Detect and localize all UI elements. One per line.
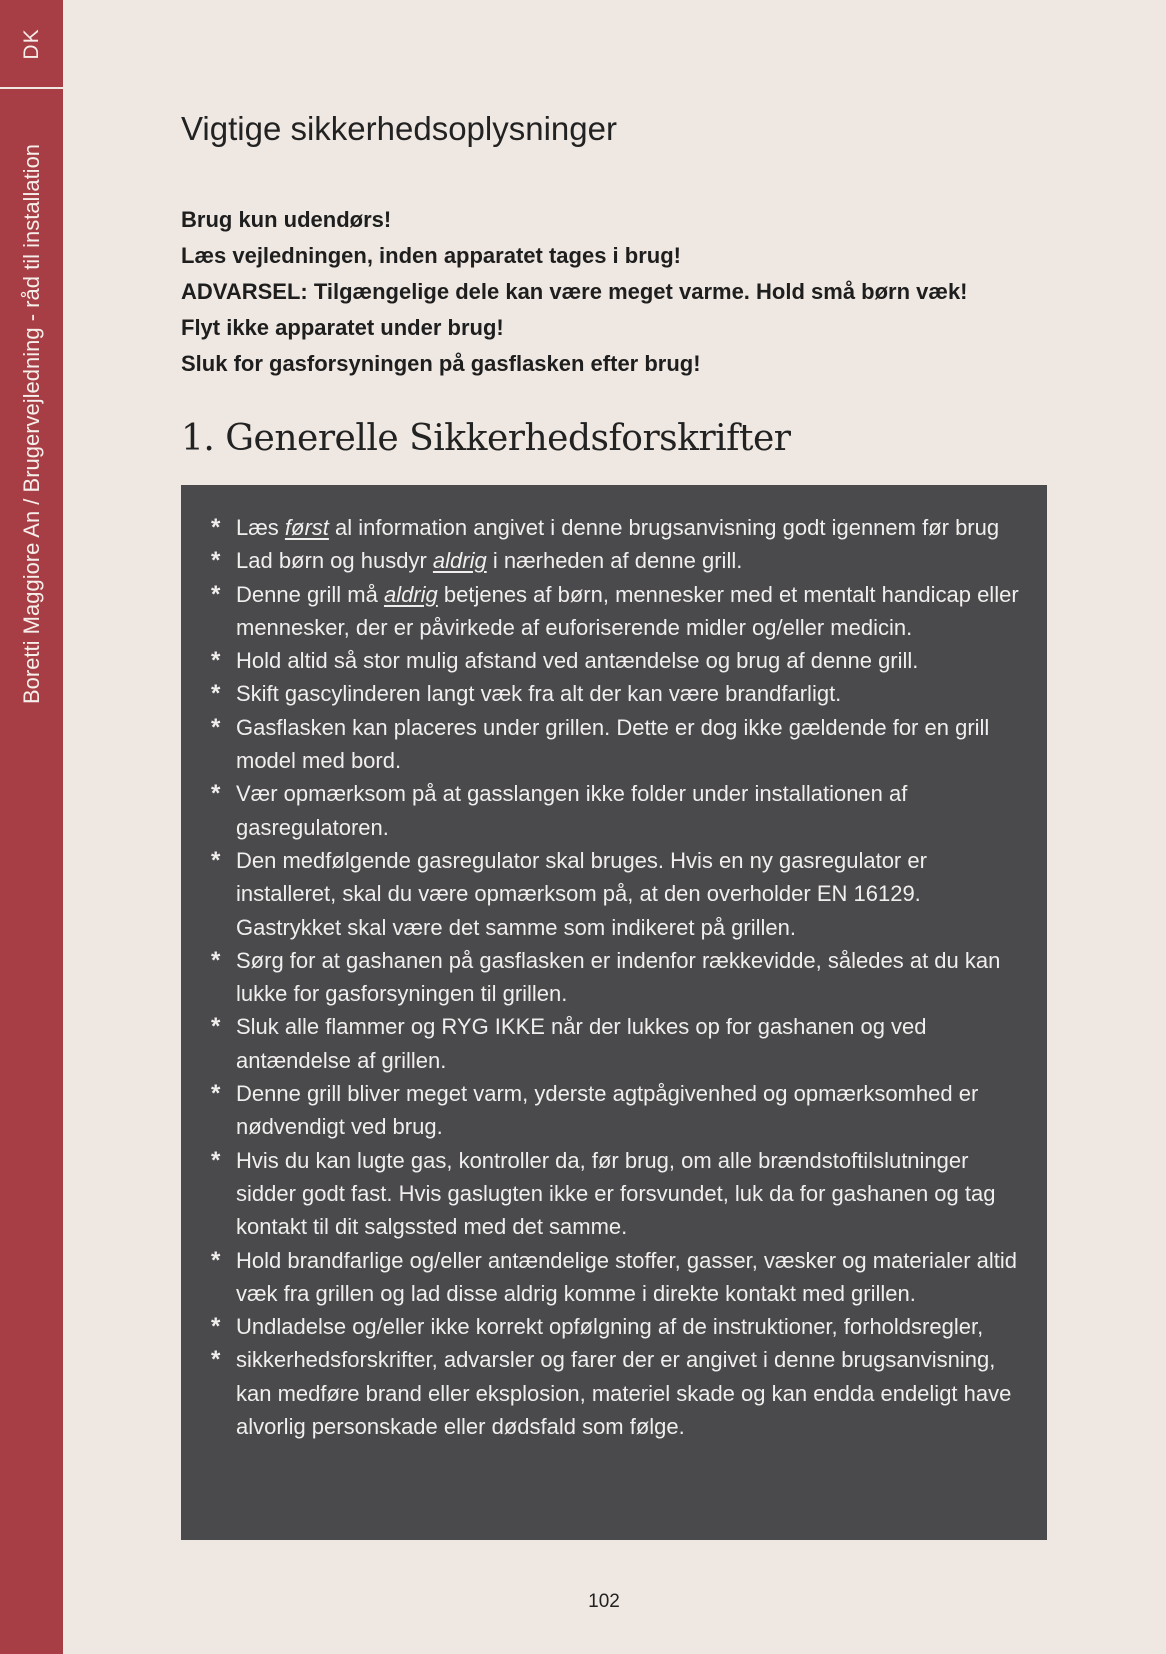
rule-text-before: Skift gascylinderen langt væk fra alt der kan være brandfarligt. [236, 681, 842, 707]
rule-text-before: Denne grill må [236, 581, 384, 607]
rule-text-before: Hvis du kan lugte gas, kontroller da, før brug, om alle brændstoftilslutninger sidder godt fast. Hvis gaslugten ikke er forsvundet, luk da for gashanen og tag kontakt til dit salgssted med det samme. [236, 1147, 996, 1240]
asterisk-bullet-icon: * [211, 1013, 221, 1041]
rule-text-before: Hold brandfarlige og/eller antændelige stoffer, gasser, væsker og materialer altid væk fra grillen og lad disse aldrig komme i direkte kontakt med grillen. [236, 1247, 1018, 1306]
rule-text-before: Lad børn og husdyr [236, 548, 433, 574]
rule-text-before: Sluk alle flammer og RYG IKKE når der lukkes op for gashanen og ved antændelse af grillen. [236, 1014, 927, 1073]
asterisk-bullet-icon: * [211, 647, 221, 675]
asterisk-bullet-icon: * [211, 1313, 221, 1341]
page-number: 102 [588, 1591, 620, 1612]
rule-text-after: i nærheden af denne grill. [486, 548, 743, 574]
safety-rule-text [236, 1014, 927, 1072]
page-title: Vigtige sikkerhedsoplysninger [181, 110, 617, 147]
safety-rule-item [211, 677, 1023, 710]
safety-rule-item [211, 1077, 1023, 1144]
safety-rule-item [211, 1244, 1023, 1311]
asterisk-bullet-icon: * [211, 580, 221, 608]
language-tab [0, 0, 63, 89]
rule-text-after: al information angivet i denne brugsanvisning godt igennem før brug [328, 515, 1000, 540]
rule-text-before: Denne grill bliver meget varm, yderste agtpågivenhed og opmærksomhed er nødvendigt ved brug. [236, 1081, 979, 1140]
asterisk-bullet-icon: * [211, 680, 221, 708]
warning-line: Sluk for gasforsyningen på gasflasken efter brug! [181, 351, 701, 376]
rule-text-after: betjenes af børn, mennesker med et mentalt handicap eller mennesker, der er påvirkede af euforiserende midler og/eller medicin. [236, 581, 1019, 640]
asterisk-bullet-icon: * [211, 713, 221, 741]
safety-rule-text [236, 1248, 1017, 1306]
safety-rule-text [236, 582, 1019, 640]
safety-rule-item [211, 1010, 1023, 1077]
warnings-block [181, 202, 1051, 382]
safety-rule-item [211, 1343, 1023, 1443]
rule-text-emphasis: først [284, 515, 329, 540]
safety-rule-text [236, 681, 841, 706]
rule-text-before: Den medfølgende gasregulator skal bruges. Hvis en ny gasregulator er installeret, skal du være opmærksom på, at den overholder EN 16129. Gastrykket skal være det samme som indikeret på grillen. [236, 847, 927, 940]
asterisk-bullet-icon: * [211, 1146, 221, 1174]
warning-line: Flyt ikke apparatet under brug! [181, 315, 504, 340]
safety-rule-text [236, 1081, 978, 1139]
rule-text-before: Sørg for at gashanen på gasflasken er indenfor rækkevidde, således at du kan lukke for gasforsyningen til grillen. [236, 947, 1001, 1007]
asterisk-bullet-icon: * [211, 780, 221, 808]
asterisk-bullet-icon: * [211, 1246, 221, 1274]
safety-rule-item [211, 1310, 1023, 1343]
safety-rule-text [236, 1148, 995, 1240]
rule-text-before: sikkerhedsforskrifter, advarsler og farer der er angivet i denne brugsanvisning, kan medføre brand eller eksplosion, materiel skade og kan endda endeligt have alvorlig personskade eller dødsfald som følge. [236, 1347, 1012, 1440]
asterisk-bullet-icon: * [211, 547, 221, 575]
warning-line: Læs vejledningen, inden apparatet tages i brug! [181, 243, 681, 268]
safety-rule-text [236, 648, 918, 673]
safety-rule-item [211, 1144, 1023, 1244]
asterisk-bullet-icon: * [211, 846, 221, 874]
safety-rule-item [211, 644, 1023, 677]
rule-text-emphasis: aldrig [432, 548, 487, 574]
asterisk-bullet-icon: * [211, 946, 221, 974]
safety-rule-text [236, 948, 1000, 1006]
safety-rule-item [211, 578, 1023, 645]
rule-text-before: Vær opmærksom på at gasslangen ikke folder under installationen af gasregulatoren. [236, 781, 908, 840]
safety-rules-list [211, 511, 1023, 1443]
rule-text-before: Hold altid så stor mulig afstand ved antændelse og brug af denne grill. [236, 648, 919, 674]
safety-rule-item [211, 511, 1023, 544]
asterisk-bullet-icon: * [211, 514, 221, 541]
safety-rule-text [236, 1347, 1011, 1439]
safety-rule-item [211, 711, 1023, 778]
safety-rule-item [211, 944, 1023, 1011]
warning-line: ADVARSEL: Tilgængelige dele kan være meget varme. Hold små børn væk! [181, 279, 968, 304]
language-code: DK [19, 27, 43, 60]
sidebar [0, 0, 63, 1654]
safety-rule-text [236, 515, 999, 540]
safety-rule-text [236, 848, 927, 940]
rule-text-before: Gasflasken kan placeres under grillen. Dette er dog ikke gældende for en grill model med bord. [236, 714, 990, 774]
asterisk-bullet-icon: * [211, 1080, 221, 1108]
safety-rule-text [236, 781, 907, 839]
safety-rule-item [211, 544, 1023, 577]
rule-text-before: Læs [236, 515, 285, 540]
safety-rule-item [211, 777, 1023, 844]
safety-rule-text [236, 715, 989, 773]
rule-text-emphasis: aldrig [383, 581, 438, 607]
rule-text-before: Undladelse og/eller ikke korrekt opfølgning af de instruktioner, forholdsregler, [236, 1314, 984, 1340]
safety-rules-box [181, 485, 1047, 1540]
sidebar-title-container [0, 89, 63, 759]
sidebar-title: Boretti Maggiore An / Brugervejledning - råd til installation [18, 143, 44, 705]
safety-rule-item [211, 844, 1023, 944]
safety-rule-text [236, 548, 742, 573]
warning-line: Brug kun udendørs! [181, 207, 392, 232]
section-heading: 1. Generelle Sikkerhedsforskrifter [181, 418, 791, 459]
safety-rule-text [236, 1314, 983, 1339]
asterisk-bullet-icon: * [211, 1346, 221, 1374]
